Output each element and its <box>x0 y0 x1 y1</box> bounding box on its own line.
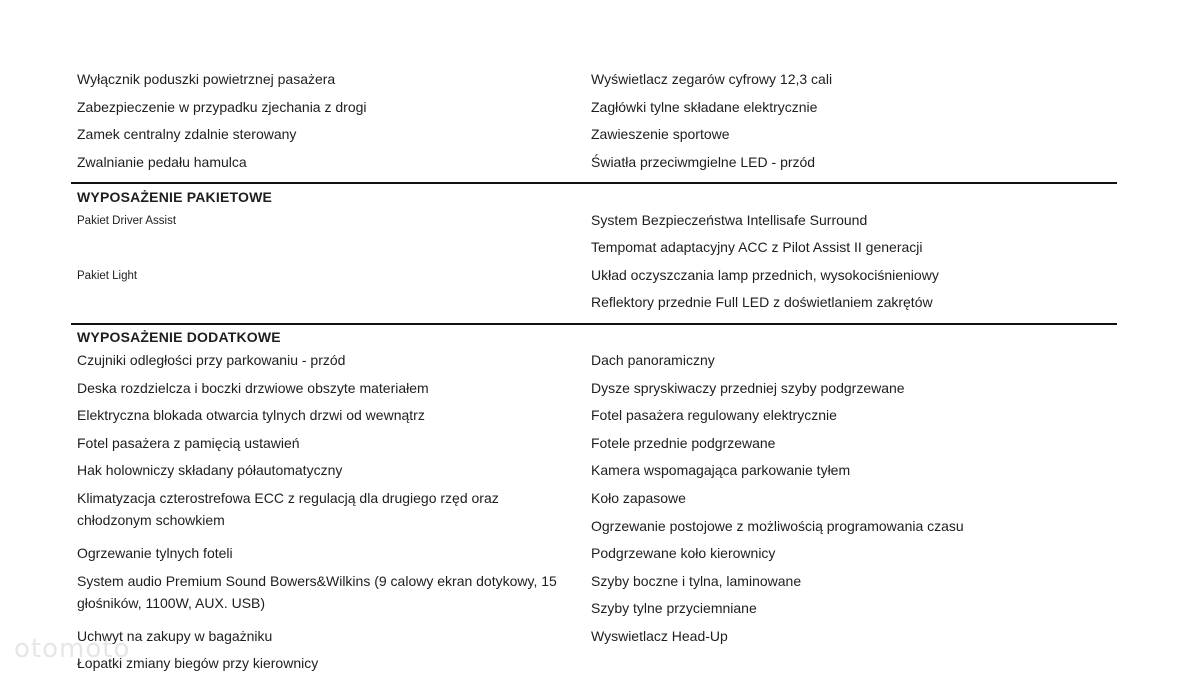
equipment-item: Zabezpieczenie w przypadku zjechania z drogi <box>77 99 367 115</box>
package-item: System Bezpieczeństwa Intellisafe Surround <box>591 212 868 228</box>
section-heading-pakietowe: WYPOSAŻENIE PAKIETOWE <box>77 189 273 205</box>
equipment-item: Ogrzewanie postojowe z możliwością programowania czasu <box>591 518 964 534</box>
equipment-item: Zagłówki tylne składane elektrycznie <box>591 99 818 115</box>
equipment-item: Wyswietlacz Head-Up <box>591 628 728 644</box>
equipment-item: Ogrzewanie tylnych foteli <box>77 545 233 561</box>
equipment-item: Zwalnianie pedału hamulca <box>77 154 247 170</box>
package-item: Układ oczyszczania lamp przednich, wysokociśnieniowy <box>591 267 939 283</box>
equipment-item: Kamera wspomagająca parkowanie tyłem <box>591 462 851 478</box>
equipment-item: Koło zapasowe <box>591 490 686 506</box>
equipment-item: Zamek centralny zdalnie sterowany <box>77 126 297 142</box>
equipment-item: Uchwyt na zakupy w bagażniku <box>77 628 273 644</box>
equipment-item: Łopatki zmiany biegów przy kierownicy <box>77 655 319 671</box>
section-heading-dodatkowe: WYPOSAŻENIE DODATKOWE <box>77 329 281 345</box>
equipment-item: Elektryczna blokada otwarcia tylnych drzwi od wewnątrz <box>77 407 425 423</box>
equipment-item: Fotel pasażera regulowany elektrycznie <box>591 407 837 423</box>
equipment-item: Wyświetlacz zegarów cyfrowy 12,3 cali <box>591 71 833 87</box>
equipment-item: Szyby tylne przyciemniane <box>591 600 757 616</box>
package-item: Tempomat adaptacyjny ACC z Pilot Assist II generacji <box>591 239 923 255</box>
equipment-item: Podgrzewane koło kierownicy <box>591 545 776 561</box>
equipment-item: Szyby boczne i tylna, laminowane <box>591 573 802 589</box>
equipment-item: Wyłącznik poduszki powietrznej pasażera <box>77 71 336 87</box>
equipment-item: System audio Premium Sound Bowers&Wilkins (9 calowy ekran dotykowy, 15 głośników, 1100W, AUX. USB) <box>77 573 557 611</box>
equipment-item: Dach panoramiczny <box>591 352 715 368</box>
equipment-item: Klimatyzacja czterostrefowa ECC z regulacją dla drugiego rzęd oraz chłodzonym schowkiem <box>77 490 499 528</box>
equipment-item: Zawieszenie sportowe <box>591 126 730 142</box>
equipment-item: Hak holowniczy składany półautomatyczny <box>77 462 343 478</box>
package-name: Pakiet Driver Assist <box>77 215 177 227</box>
equipment-item: Światła przeciwmgielne LED - przód <box>591 154 816 170</box>
watermark-logo: otomoto <box>14 634 131 664</box>
equipment-item: Dysze spryskiwaczy przedniej szyby podgrzewane <box>591 380 905 396</box>
section-divider <box>71 182 1117 184</box>
equipment-item: Fotele przednie podgrzewane <box>591 435 776 451</box>
equipment-item: Czujniki odległości przy parkowaniu - przód <box>77 352 346 368</box>
equipment-item: Fotel pasażera z pamięcią ustawień <box>77 435 300 451</box>
section-divider <box>71 323 1117 325</box>
package-item: Reflektory przednie Full LED z doświetlaniem zakrętów <box>591 294 933 310</box>
package-name: Pakiet Light <box>77 270 138 282</box>
equipment-item: Deska rozdzielcza i boczki drzwiowe obszyte materiałem <box>77 380 429 396</box>
